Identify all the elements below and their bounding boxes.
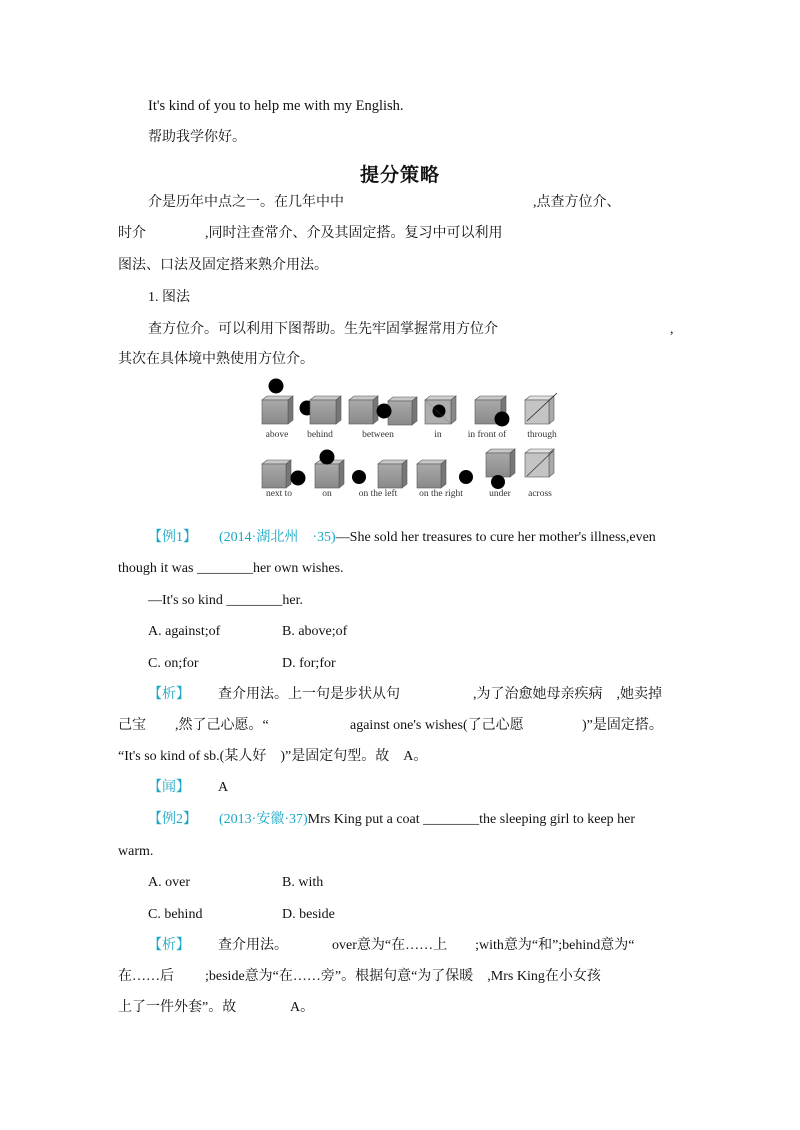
cube-through: [525, 393, 557, 424]
label-behind: behind: [307, 430, 333, 440]
cube-on-the-right: [417, 460, 473, 488]
example1-question-line2: though it was ________her own wishes.: [118, 561, 344, 576]
label-in-front-of: in front of: [467, 430, 507, 440]
cube-on-the-left: [352, 460, 407, 488]
example2-header: [148, 810, 635, 830]
example1-explanation-tag: [148, 685, 190, 705]
example2-option-c: C. behind: [148, 907, 203, 922]
para1-part-e: 图法、口法及固定搭来熟介用法。: [118, 258, 328, 273]
example2-explanation-line3b: A。: [290, 1000, 315, 1015]
label-above: above: [265, 430, 289, 440]
cube-between: [349, 396, 417, 425]
label-next-to: next to: [265, 489, 293, 499]
example1-option-b: B. above;of: [282, 624, 348, 639]
label-across: across: [528, 489, 552, 499]
example2-explanation-line1a: 查介用法。: [218, 938, 288, 953]
label-on: on: [322, 489, 332, 499]
example2-explanation-line2a: 在……后: [118, 969, 174, 984]
para1-part-c: 时介: [118, 226, 146, 241]
example2-tag: 【例2】: [148, 812, 197, 827]
cube-under: [486, 449, 515, 489]
example1-option-a: A. against;of: [148, 624, 221, 639]
para1-part-a: 介是历年中点之一。在几年中中: [148, 195, 344, 210]
example1-explanation-line2d: )”是固定搭。: [582, 718, 663, 733]
example2-explanation-line2b: ;beside意为“在……旁”。根据句意“为了保暖 ,Mrs King在小女孩: [205, 969, 601, 984]
section-title: 提分策略: [359, 164, 440, 186]
heading-diagram-method: 1. 图法: [148, 290, 190, 305]
example2-citation: (2013·安徽·37): [219, 812, 308, 827]
preposition-diagram-svg: [257, 375, 563, 505]
example2-explanation-line1b: over意为“在……上 ;with意为“和”;behind意为“: [332, 938, 635, 953]
example2-option-a: A. over: [148, 875, 190, 890]
para2-part-a: 查方位介。可以利用下图帮助。生先牢固掌握常用方位介: [148, 322, 498, 337]
para2-part-c: 其次在具体境中熟使用方位介。: [118, 352, 314, 367]
example1-answer: A: [218, 780, 229, 795]
label-on-the-right: on the right: [419, 489, 463, 499]
label-between: between: [362, 430, 394, 440]
cube-next-to: [262, 460, 306, 488]
example2-option-b: B. with: [282, 875, 324, 890]
example1-question-line3: —It's so kind ________her.: [148, 593, 303, 608]
cube-above: [262, 379, 293, 425]
example1-explanation-line3: “It's so kind of sb.(某人好 )”是固定句型。故 A。: [118, 749, 428, 764]
example1-explanation-line2a: 己宝: [118, 718, 146, 733]
explanation-tag-2: 【析】: [148, 938, 190, 953]
example1-explanation-line1b: ,为了治愈她母亲疾病 ,她卖掉: [473, 687, 662, 702]
answer-tag-1: 【闻】: [148, 780, 190, 795]
intro-sentence-english: It's kind of you to help me with my English.: [148, 98, 404, 114]
cube-behind: [300, 396, 342, 424]
example1-explanation-line2c: against one's wishes(了己心愿: [350, 718, 524, 733]
example1-tag: 【例1】: [148, 530, 197, 545]
example1-citation: (2014·湖北州 ·35): [219, 530, 336, 545]
para1-part-d: ,同时注查常介、介及其固定搭。复习中可以利用: [205, 226, 503, 241]
intro-sentence-chinese: 帮助我学你好。: [148, 130, 246, 145]
preposition-diagram: [257, 375, 563, 505]
example2-question-line2: warm.: [118, 844, 154, 859]
label-on-the-left: on the left: [358, 489, 398, 499]
example2-question-line1: Mrs King put a coat ________the sleeping girl to keep her: [307, 812, 636, 827]
example1-header: [148, 528, 656, 548]
example1-explanation-line2b: ,然了己心愿。“: [175, 718, 269, 733]
example1-explanation-line1a: 查介用法。上一句是步状从句: [218, 687, 400, 702]
para1-part-b: ,点查方位介、: [533, 195, 621, 210]
example1-option-c: C. on;for: [148, 656, 199, 671]
cube-across: [525, 449, 554, 477]
example1-answer-tag: [148, 778, 190, 798]
cube-in: [425, 396, 456, 424]
cube-in-front-of: [475, 396, 510, 427]
example1-question-line1: —She sold her treasures to cure her mother's illness,even: [335, 530, 656, 545]
example1-option-d: D. for;for: [282, 656, 336, 671]
label-through: through: [527, 430, 557, 440]
label-in: in: [434, 430, 442, 440]
cube-on: [315, 450, 344, 489]
example2-option-d: D. beside: [282, 907, 335, 922]
example2-explanation-tag: [148, 936, 190, 956]
label-under: under: [489, 489, 511, 499]
para2-part-b: ,: [670, 322, 674, 337]
explanation-tag-1: 【析】: [148, 687, 190, 702]
example2-explanation-line3a: 上了一件外套”。故: [118, 1000, 237, 1015]
